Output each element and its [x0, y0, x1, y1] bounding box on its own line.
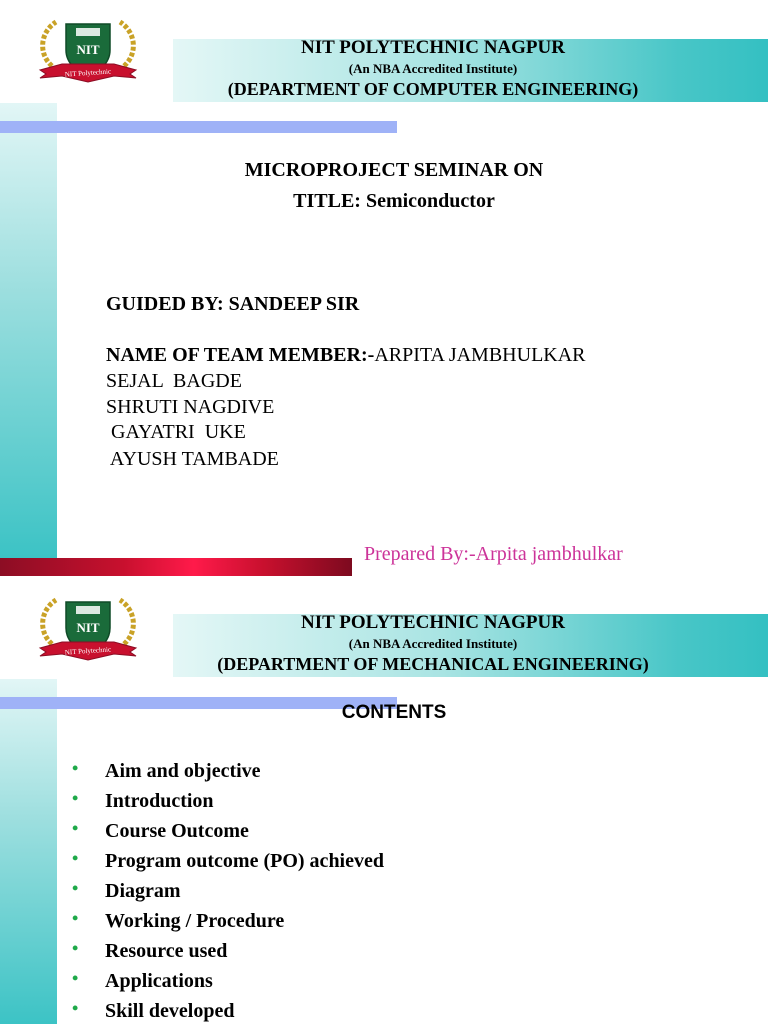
blue-divider-bar — [0, 121, 397, 133]
list-item-text: Applications — [105, 970, 213, 992]
list-item-text: Diagram — [105, 880, 181, 902]
seminar-title: MICROPROJECT SEMINAR ON — [244, 159, 544, 181]
nit-emblem-icon — [32, 14, 144, 86]
header-band — [173, 39, 768, 102]
list-item-text: Course Outcome — [105, 820, 249, 842]
svg-text:NIT Polytechnic: NIT Polytechnic — [64, 67, 112, 79]
bullet-icon: • — [72, 998, 79, 1018]
contents-heading: CONTENTS — [341, 702, 447, 723]
nit-logo — [32, 592, 144, 664]
svg-text:NIT Polytechnic: NIT Polytechnic — [64, 645, 112, 657]
svg-text:NIT: NIT — [76, 620, 100, 635]
institute-name: NIT POLYTECHNIC NAGPUR — [301, 37, 565, 58]
bullet-icon: • — [72, 938, 79, 958]
guided-by: GUIDED BY: SANDEEP SIR — [106, 293, 360, 315]
accreditation-note: (An NBA Accredited Institute) — [348, 636, 518, 651]
department-name: (DEPARTMENT OF COMPUTER ENGINEERING) — [227, 79, 639, 99]
institute-name: NIT POLYTECHNIC NAGPUR — [301, 612, 565, 633]
bullet-icon: • — [72, 908, 79, 928]
bullet-icon: • — [72, 848, 79, 868]
team-member-3: SHRUTI NAGDIVE — [106, 396, 275, 418]
list-item-text: Working / Procedure — [105, 910, 285, 932]
bullet-icon: • — [72, 788, 79, 808]
bullet-icon: • — [72, 968, 79, 988]
left-accent-strip — [0, 103, 57, 558]
team-member-5: AYUSH TAMBADE — [106, 448, 279, 470]
seminar-topic: TITLE: Semiconductor — [293, 190, 495, 212]
contents-slide — [0, 578, 768, 1024]
team-member-2: SEJAL BAGDE — [106, 370, 242, 392]
list-item-text: Resource used — [105, 940, 228, 962]
prepared-by: Prepared By:-Arpita jambhulkar — [364, 543, 623, 565]
team-member-1: ARPITA JAMBHULKAR — [374, 344, 586, 366]
nit-logo — [32, 14, 144, 86]
red-footer-bar — [0, 558, 352, 576]
list-item-text: Introduction — [105, 790, 214, 812]
team-members-heading — [106, 344, 586, 367]
list-item-text: Skill developed — [105, 1000, 235, 1022]
nit-emblem-icon — [32, 592, 144, 664]
header-band — [173, 614, 768, 677]
bullet-icon: • — [72, 758, 79, 778]
bullet-icon: • — [72, 818, 79, 838]
team-member-4: GAYATRI UKE — [106, 421, 246, 443]
department-name: (DEPARTMENT OF MECHANICAL ENGINEERING) — [217, 654, 649, 674]
bullet-icon: • — [72, 878, 79, 898]
accreditation-note: (An NBA Accredited Institute) — [348, 61, 518, 76]
list-item-text: Program outcome (PO) achieved — [105, 850, 384, 872]
team-label: NAME OF TEAM MEMBER:- — [106, 344, 375, 366]
list-item-text: Aim and objective — [105, 760, 261, 782]
left-accent-strip — [0, 679, 57, 1024]
svg-text:NIT: NIT — [76, 42, 100, 57]
